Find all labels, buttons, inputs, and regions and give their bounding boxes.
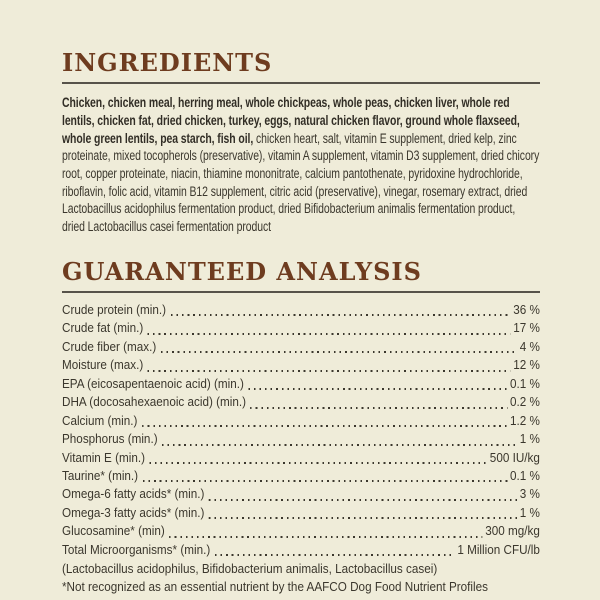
analysis-label: Vitamin E (min.) — [62, 449, 146, 465]
analysis-row — [62, 450, 540, 468]
analysis-label: Moisture (max.) — [62, 357, 144, 373]
ingredients-title: INGREDIENTS — [62, 48, 273, 77]
dot-leader — [148, 333, 511, 335]
dot-leader — [150, 462, 488, 464]
dot-leader — [142, 425, 507, 427]
ingredients-text — [62, 94, 540, 236]
guaranteed-analysis-divider — [62, 291, 540, 293]
analysis-label: Crude fat (min.) — [62, 320, 144, 336]
analysis-footnotes — [62, 560, 540, 596]
analysis-value: 3 % — [519, 486, 540, 502]
analysis-value: 17 % — [513, 320, 540, 336]
dot-leader — [148, 370, 511, 372]
analysis-label: Phosphorus (min.) — [62, 431, 158, 447]
analysis-value: 500 IU/kg — [489, 449, 540, 465]
analysis-row — [62, 523, 540, 541]
dot-leader — [215, 554, 455, 556]
analysis-row — [62, 357, 540, 375]
dot-leader — [209, 499, 517, 501]
analysis-row — [62, 505, 540, 523]
analysis-footnote: (Lactobacillus acidophilus, Bifidobacterium animalis, Lactobacillus casei) — [62, 561, 438, 577]
analysis-row — [62, 394, 540, 412]
dot-leader — [161, 351, 517, 353]
guaranteed-analysis-title: GUARANTEED ANALYSIS — [62, 256, 422, 286]
analysis-label: Glucosamine* (min) — [62, 523, 165, 539]
dot-leader — [143, 480, 508, 482]
analysis-table — [62, 302, 540, 597]
analysis-label: Omega-6 fatty acids* (min.) — [62, 486, 205, 502]
analysis-row — [62, 542, 540, 560]
analysis-value: 36 % — [513, 302, 540, 317]
analysis-row — [62, 413, 540, 431]
analysis-row — [62, 302, 540, 320]
analysis-value: 1 % — [519, 504, 540, 520]
analysis-label: Crude fiber (max.) — [62, 338, 157, 354]
analysis-value: 0.1 % — [509, 375, 540, 391]
analysis-label: DHA (docosahexaenoic acid) (min.) — [62, 394, 247, 410]
dot-leader — [171, 314, 511, 316]
analysis-footnote: *Not recognized as an essential nutrient by the AAFCO Dog Food Nutrient Profiles — [62, 579, 488, 595]
analysis-label: Calcium (min.) — [62, 412, 138, 428]
analysis-row — [62, 320, 540, 338]
analysis-label: Total Microorganisms* (min.) — [62, 541, 211, 557]
analysis-row — [62, 431, 540, 449]
analysis-value: 0.1 % — [509, 467, 540, 483]
analysis-row — [62, 468, 540, 486]
analysis-value: 4 % — [519, 338, 540, 354]
ingredients-supplement-list: chicken heart, salt, vitamin E supplement, dried kelp, zinc proteinate, mixed tocopherols (preservative), vitamin A supplement, vitamin D3 supplement, dried chicory root, copper proteinate, niacin, thiamine mononitrate, calcium pantothenate, pyridoxine hydrochloride, riboflavin, folic acid, vitamin B12 supplement, citric acid (preservative), vinegar, rosemary extract, dried Lactobacillus acidophilus fermentation product, dried Bifidobacterium animalis fermentation product, dried Lactobacillus casei fermentation product — [62, 130, 540, 235]
dot-leader — [209, 517, 517, 519]
nutrition-label — [62, 0, 540, 597]
guaranteed-analysis-section — [62, 256, 540, 597]
dot-leader — [169, 536, 482, 538]
ingredients-section — [62, 50, 540, 236]
dot-leader — [251, 407, 508, 409]
analysis-value: 1.2 % — [509, 412, 540, 428]
analysis-label: Crude protein (min.) — [62, 302, 167, 317]
analysis-value: 1 % — [519, 431, 540, 447]
dot-leader — [248, 388, 507, 390]
analysis-value: 12 % — [513, 357, 540, 373]
analysis-value: 1 Million CFU/lb — [457, 541, 540, 557]
analysis-rows — [62, 302, 540, 560]
analysis-label: Taurine* (min.) — [62, 467, 139, 483]
analysis-value: 0.2 % — [509, 394, 540, 410]
analysis-row — [62, 486, 540, 504]
analysis-label: Omega-3 fatty acids* (min.) — [62, 504, 205, 520]
analysis-row — [62, 339, 540, 357]
analysis-label: EPA (eicosapentaenoic acid) (min.) — [62, 375, 244, 391]
ingredients-divider — [62, 82, 540, 84]
dot-leader — [162, 444, 517, 446]
analysis-value: 300 mg/kg — [485, 523, 540, 539]
ingredients-main-list: Chicken, chicken meal, herring meal, whole chickpeas, whole peas, chicken liver, whole red lentils, chicken fat, dried chicken, turkey, eggs, natural chicken flavor, ground whole flaxseed, whole green lentils, pea starch, fish oil, — [62, 95, 520, 146]
analysis-row — [62, 376, 540, 394]
